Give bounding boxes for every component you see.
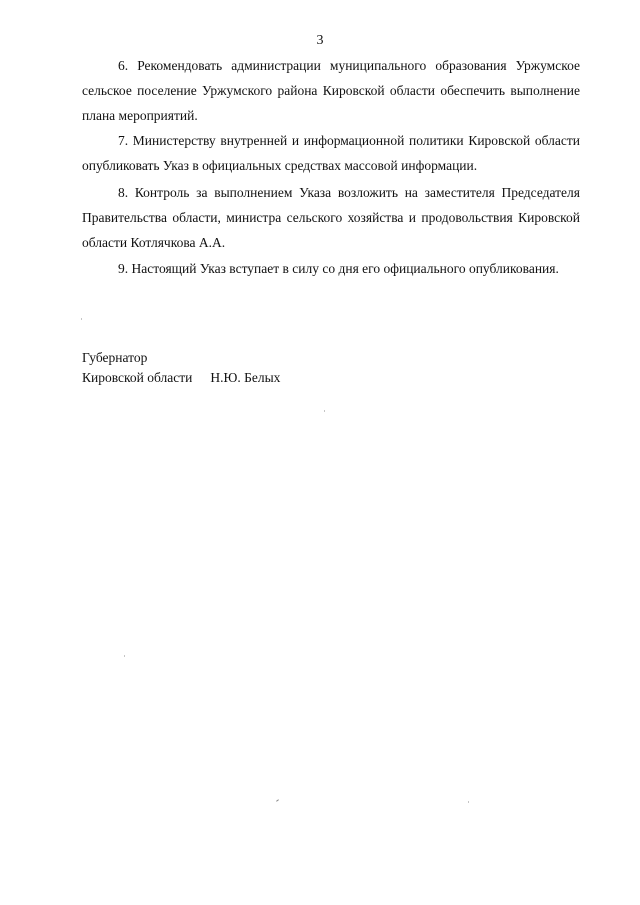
signature-title: Губернатор — [82, 350, 148, 365]
signatory-name: Н.Ю. Белых — [210, 370, 281, 385]
scan-speck — [468, 801, 469, 803]
signature-region-line — [82, 368, 280, 388]
paragraph-text: 8. Контроль за выполнением Указа возложить на заместителя Председателя Правительства области, министра сельского хозяйства и продовольствия Кировской области Котлячкова А.А. — [82, 185, 580, 250]
scan-speck — [81, 318, 82, 320]
paragraph-text: 6. Рекомендовать администрации муниципального образования Уржумское сельское поселение Уржумского района Кировской области обеспечить выполнение плана мероприятий. — [82, 58, 580, 123]
signature-region: Кировской области — [82, 370, 193, 385]
paragraph-9 — [82, 256, 580, 281]
page-number: 3 — [316, 33, 324, 48]
paragraph-7 — [82, 128, 580, 178]
paragraph-8 — [82, 180, 580, 255]
paragraph-text: 9. Настоящий Указ вступает в силу со дня его официального опубликования. — [118, 261, 559, 276]
scan-speck — [276, 799, 279, 802]
signature-block — [82, 348, 280, 388]
scan-speck — [324, 410, 325, 412]
paragraph-text: 7. Министерству внутренней и информационной политики Кировской области опубликовать Указ в официальных средствах массовой информации. — [82, 133, 580, 173]
paragraph-6 — [82, 53, 580, 128]
scan-speck — [124, 655, 125, 657]
